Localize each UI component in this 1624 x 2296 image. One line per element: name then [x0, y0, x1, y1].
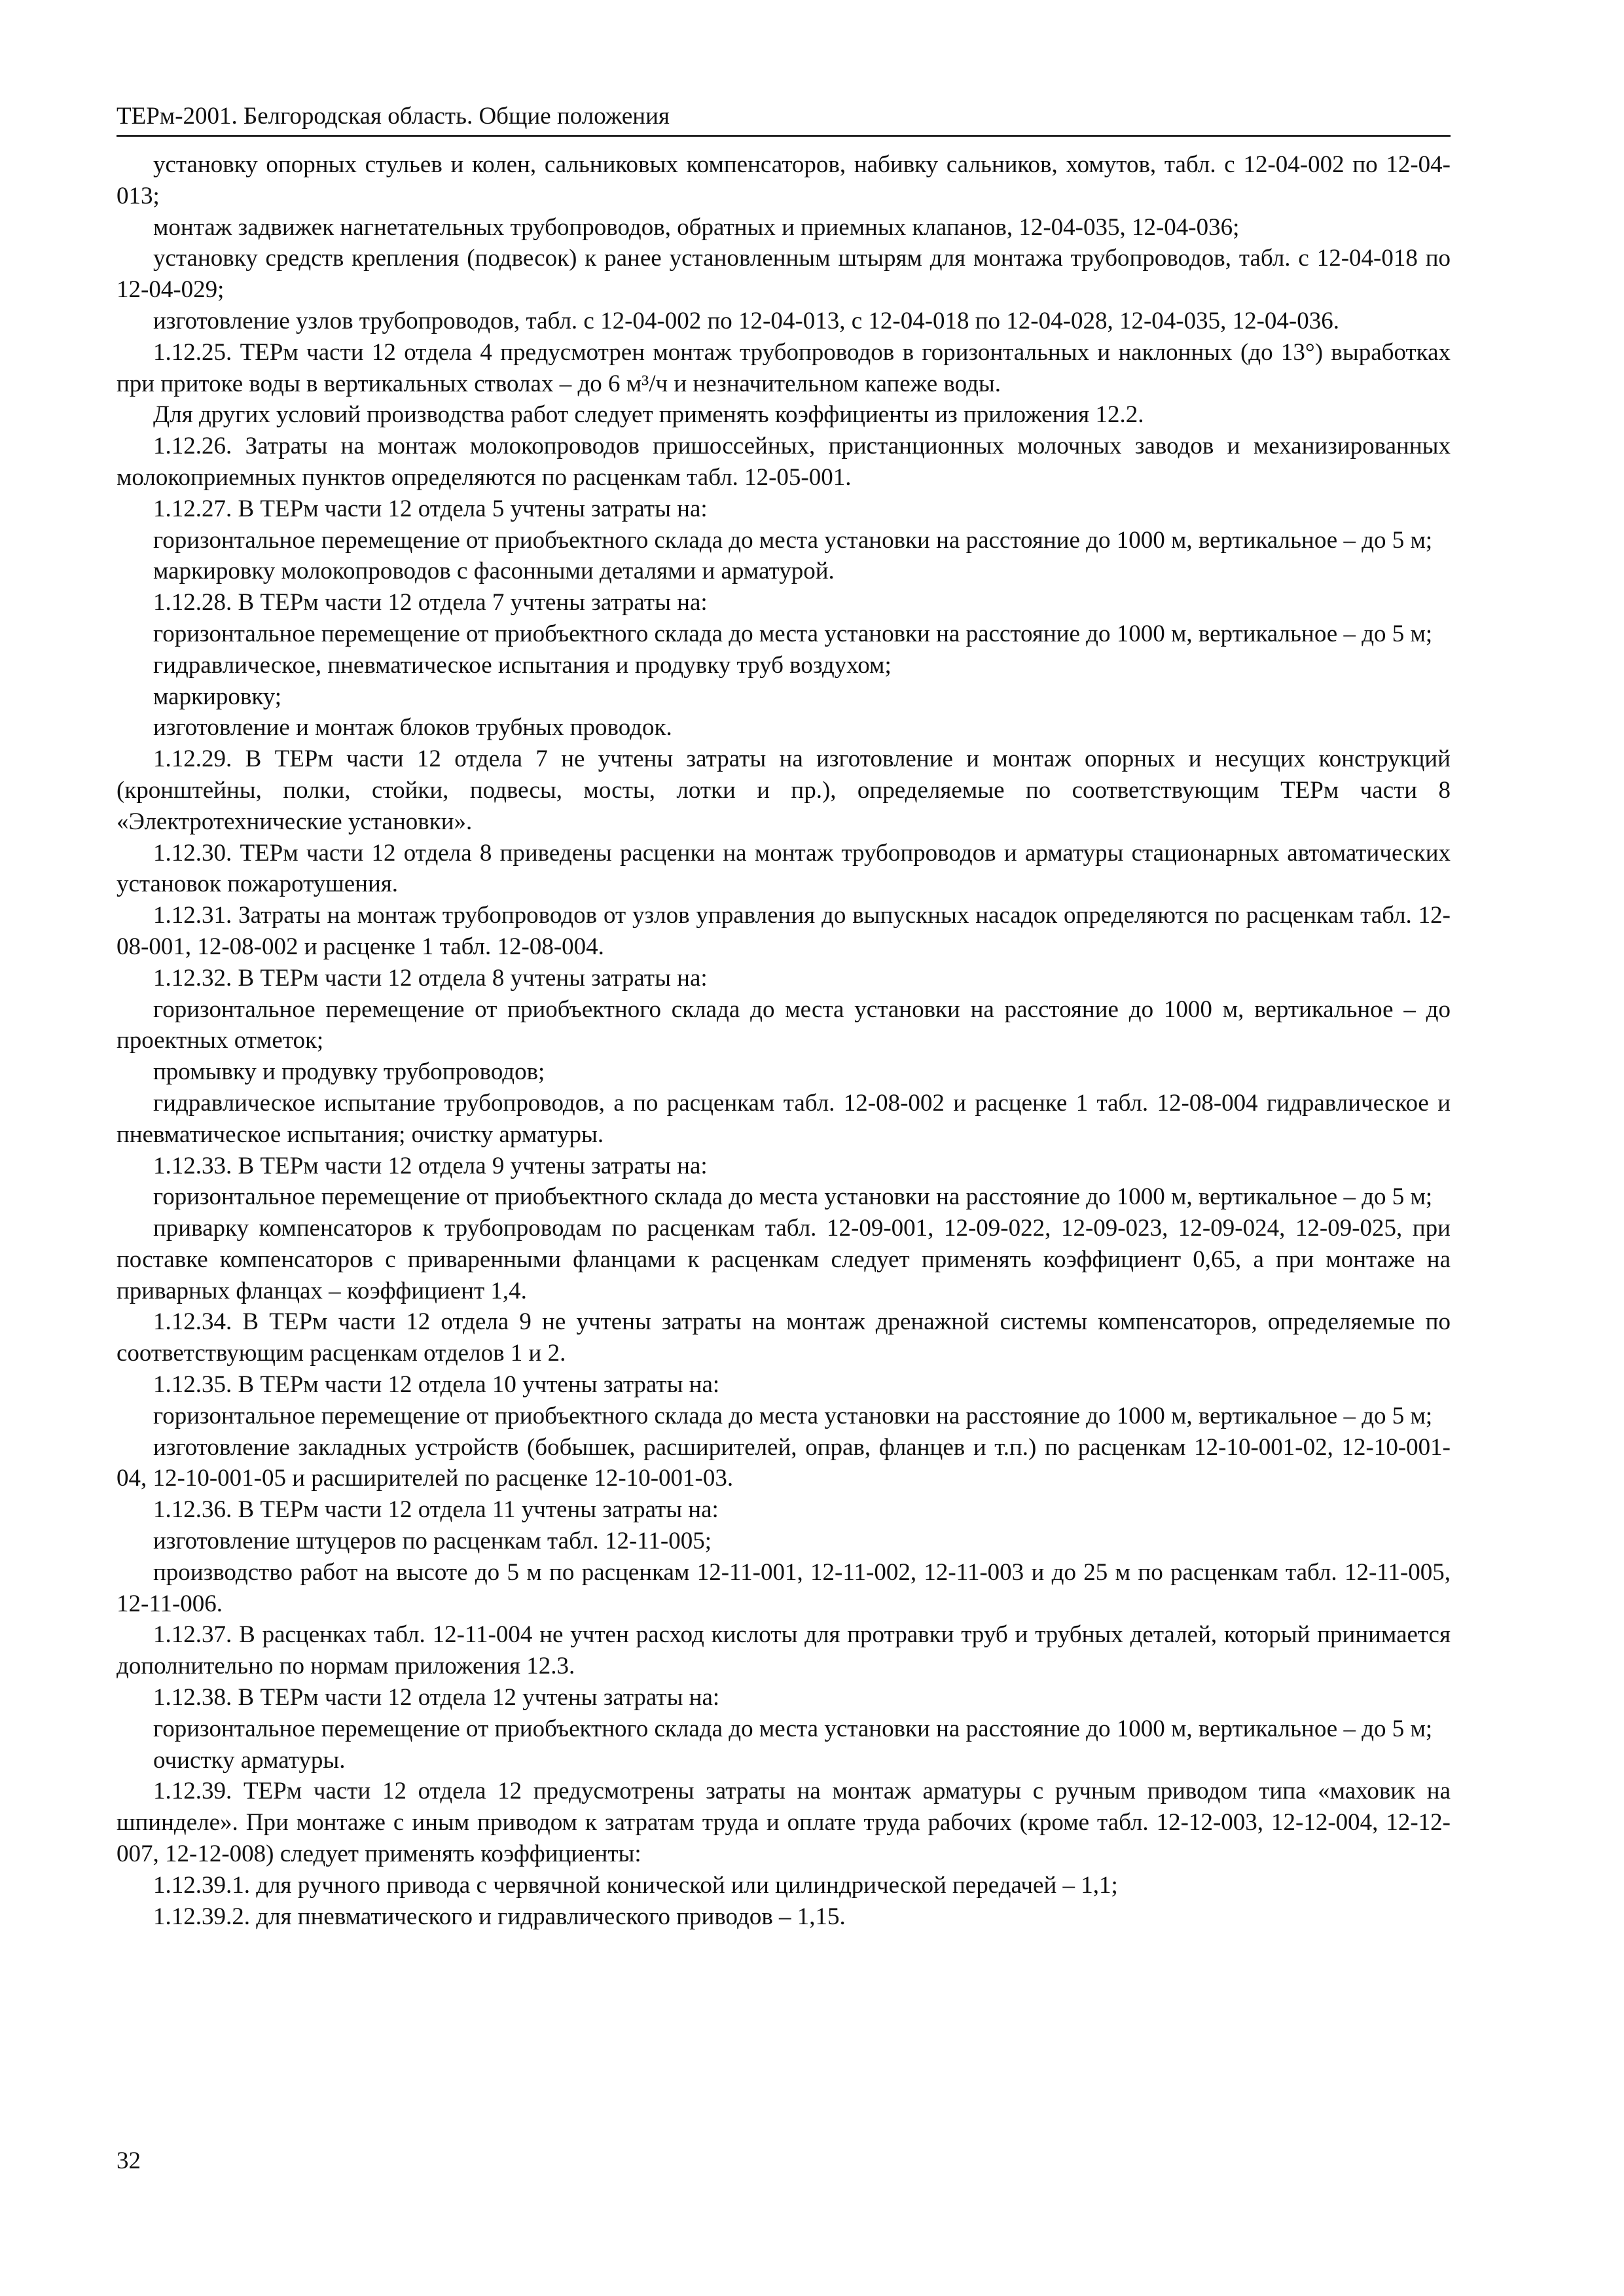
paragraph: 1.12.38. В ТЕРм части 12 отдела 12 учтены затраты на:: [153, 1684, 720, 1712]
paragraph: 1.12.28. В ТЕРм части 12 отдела 7 учтены затраты на:: [153, 589, 708, 617]
paragraph: приварку компенсаторов к трубопроводам по расценкам табл. 12-09-001, 12-09-022, 12-09-023, 12-09-024, 12-09-025, при поставке компенсаторов с приваренными фланцами к расценкам следует применять коэффициент 0,65, а при монтаже на приварных фланцах – коэффициент 1,4.: [117, 1215, 1451, 1304]
paragraph: горизонтальное перемещение от приобъектного склада до места установки на расстояние до 1000 м, вертикальное – до 5 м;: [153, 620, 1433, 647]
paragraph: маркировку;: [153, 683, 282, 710]
paragraph: 1.12.27. В ТЕРм части 12 отдела 5 учтены затраты на:: [153, 495, 708, 522]
page-number: 32: [117, 2147, 141, 2174]
paragraph: изготовление закладных устройств (бобышек, расширителей, оправ, фланцев и т.п.) по расценкам 12-10-001-02, 12-10-001-04, 12-10-001-05 и расширителей по расценке 12-10-001-03.: [117, 1433, 1451, 1492]
paragraph: монтаж задвижек нагнетательных трубопроводов, обратных и приемных клапанов, 12-04-035, 12-04-036;: [153, 213, 1240, 241]
paragraph: установку опорных стульев и колен, сальниковых компенсаторов, набивку сальников, хомутов, табл. с 12-04-002 по 12-04-013;: [117, 151, 1451, 209]
paragraph: маркировку молокопроводов с фасонными деталями и арматурой.: [153, 558, 835, 585]
paragraph: горизонтальное перемещение от приобъектного склада до места установки на расстояние до 1000 м, вертикальное – до 5 м;: [153, 526, 1433, 554]
paragraph: изготовление узлов трубопроводов, табл. с 12-04-002 по 12-04-013, с 12-04-018 по 12-04-028, 12-04-035, 12-04-036.: [153, 307, 1339, 334]
paragraph: изготовление штуцеров по расценкам табл. 12-11-005;: [153, 1528, 712, 1555]
paragraph: горизонтальное перемещение от приобъектного склада до места установки на расстояние до 1000 м, вертикальное – до проектных отметок;: [117, 996, 1451, 1054]
paragraph: Для других условий производства работ следует применять коэффициенты из приложения 12.2.: [153, 401, 1144, 429]
paragraph: 1.12.30. ТЕРм части 12 отдела 8 приведены расценки на монтаж трубопроводов и арматуры стационарных автоматических установок пожаротушения.: [117, 839, 1451, 898]
paragraph: гидравлическое испытание трубопроводов, а по расценкам табл. 12-08-002 и расценке 1 табл. 12-08-004 гидравлическое и пневматическое испытания; очистку арматуры.: [117, 1089, 1451, 1148]
paragraph: гидравлическое, пневматическое испытания и продувку труб воздухом;: [153, 651, 892, 679]
paragraph: горизонтальное перемещение от приобъектного склада до места установки на расстояние до 1000 м, вертикальное – до 5 м;: [153, 1402, 1433, 1429]
paragraph: 1.12.32. В ТЕРм части 12 отдела 8 учтены затраты на:: [153, 964, 708, 992]
paragraph: 1.12.25. ТЕРм части 12 отдела 4 предусмотрен монтаж трубопроводов в горизонтальных и наклонных (до 13°) выработках при притоке воды в вертикальных стволах – до 6 м³/ч и незначительном капеже воды.: [117, 338, 1451, 397]
paragraph: 1.12.33. В ТЕРм части 12 отдела 9 учтены затраты на:: [153, 1152, 708, 1179]
paragraph: установку средств крепления (подвесок) к ранее установленным штырям для монтажа трубопроводов, табл. с 12-04-018 по 12-04-029;: [117, 245, 1451, 304]
paragraph: 1.12.39.2. для пневматического и гидравлического приводов – 1,15.: [153, 1903, 846, 1930]
paragraph: горизонтальное перемещение от приобъектного склада до места установки на расстояние до 1000 м, вертикальное – до 5 м;: [153, 1715, 1433, 1742]
running-header: ТЕРм-2001. Белгородская область. Общие положения: [117, 98, 1451, 137]
paragraph: очистку арматуры.: [153, 1746, 346, 1774]
paragraph: производство работ на высоте до 5 м по расценкам 12-11-001, 12-11-002, 12-11-003 и до 25 м по расценкам табл. 12-11-005, 12-11-006.: [117, 1558, 1451, 1617]
paragraph: 1.12.36. В ТЕРм части 12 отдела 11 учтены затраты на:: [153, 1496, 719, 1524]
paragraph: 1.12.34. В ТЕРм части 12 отдела 9 не учтены затраты на монтаж дренажной системы компенсаторов, определяемые по соответствующим расценкам отделов 1 и 2.: [117, 1308, 1451, 1367]
paragraph: изготовление и монтаж блоков трубных проводок.: [153, 714, 672, 742]
paragraph: 1.12.39. ТЕРм части 12 отдела 12 предусмотрены затраты на монтаж арматуры с ручным приводом типа «маховик на шпинделе». При монтаже с иным приводом к затратам труда и оплате труда рабочих (кроме табл. 12-12-003, 12-12-004, 12-12-007, 12-12-008) следует применять коэффициенты:: [117, 1778, 1451, 1868]
paragraph: 1.12.26. Затраты на монтаж молокопроводов пришоссейных, пристанционных молочных заводов и механизированных молокоприемных пунктов определяются по расценкам табл. 12-05-001.: [117, 433, 1451, 491]
paragraph: горизонтальное перемещение от приобъектного склада до места установки на расстояние до 1000 м, вертикальное – до 5 м;: [153, 1183, 1433, 1211]
paragraph: 1.12.31. Затраты на монтаж трубопроводов от узлов управления до выпускных насадок определяются по расценкам табл. 12-08-001, 12-08-002 и расценке 1 табл. 12-08-004.: [117, 902, 1451, 960]
paragraph: 1.12.37. В расценках табл. 12-11-004 не учтен расход кислоты для протравки труб и трубных деталей, который принимается дополнительно по нормам приложения 12.3.: [117, 1621, 1451, 1680]
paragraph: 1.12.35. В ТЕРм части 12 отдела 10 учтены затраты на:: [153, 1371, 720, 1399]
paragraph: 1.12.29. В ТЕРм части 12 отдела 7 не учтены затраты на изготовление и монтаж опорных и несущих конструкций (кронштейны, полки, стойки, подвесы, мосты, лотки и пр.), определяемые по соответствующим ТЕРм части 8 «Электротехнические установки».: [117, 745, 1451, 835]
paragraph: 1.12.39.1. для ручного привода с червячной конической или цилиндрической передачей – 1,1;: [153, 1871, 1118, 1899]
document-body: [117, 149, 1451, 1932]
paragraph: промывку и продувку трубопроводов;: [153, 1058, 545, 1086]
